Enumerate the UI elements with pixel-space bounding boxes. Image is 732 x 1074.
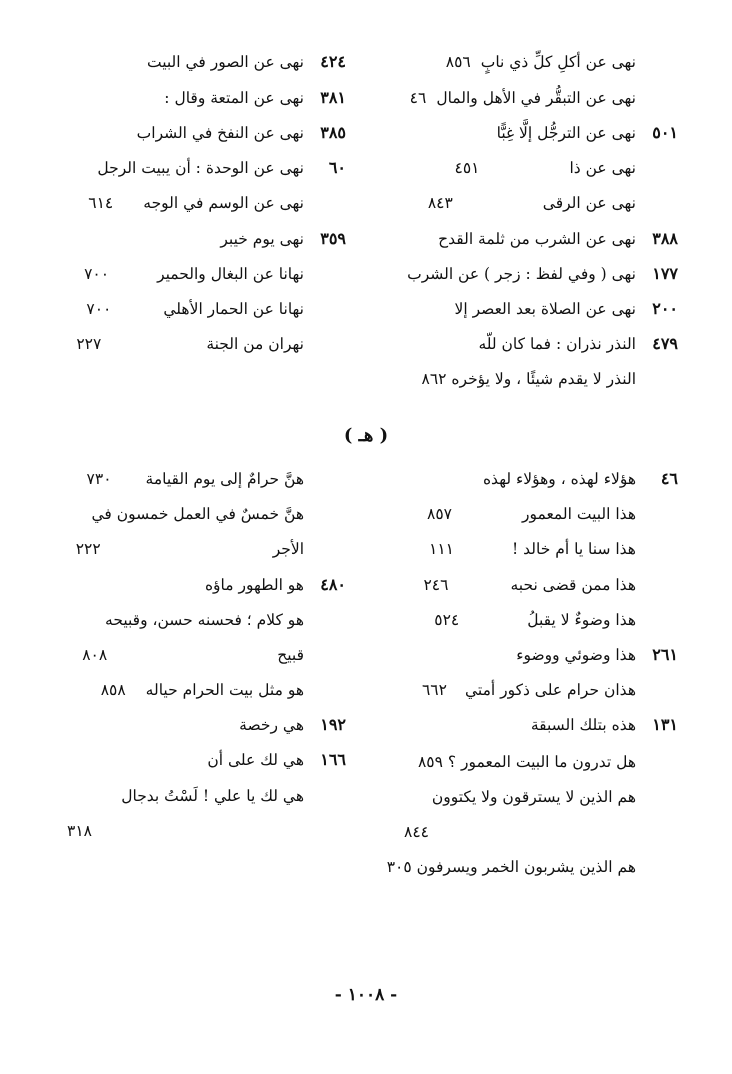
entry-page: ٧٠٠	[86, 300, 112, 318]
entry-number: ١٦٦	[320, 750, 346, 769]
entry-text: هذا ممن قضى نحبه	[510, 576, 636, 594]
index-entry	[52, 814, 342, 848]
index-entry	[52, 532, 342, 566]
entry-text: نهانا عن البغال والحمير	[157, 265, 304, 283]
entry-page: ٨٥٧	[427, 505, 452, 523]
index-entry	[389, 745, 674, 779]
entry-number: ٣٨٨	[652, 229, 678, 248]
entry-text: هم الذين لا يسترقون ولا يكتوون	[431, 788, 636, 806]
entry-number: ١٩٢	[320, 715, 346, 734]
index-entry	[389, 257, 678, 291]
entry-text: هل تدرون ما البيت المعمور ؟ ٨٥٩	[417, 753, 636, 771]
index-entry	[389, 362, 674, 396]
index-entry	[52, 638, 342, 672]
index-entry	[389, 638, 678, 672]
entry-text: نهى عن الوسم في الوجه	[143, 194, 304, 212]
entry-number: ٣٨٥	[320, 123, 346, 142]
bottom-right-column	[386, 462, 678, 882]
entry-page: ٦١٤	[88, 194, 114, 212]
entry-text: النذر لا يقدم شيئًا ، ولا يؤخره ٨٦٢	[421, 370, 636, 388]
index-entry	[389, 116, 678, 150]
index-entry	[52, 497, 342, 531]
entry-text: نهى عن المتعة وقال :	[164, 89, 304, 107]
entry-text: هي لك يا علي ! لَسْتُ بدجال	[121, 787, 304, 805]
entry-text: نهى يوم خيبر	[220, 230, 304, 248]
index-entry	[389, 222, 678, 256]
index-entry	[389, 673, 674, 707]
index-entry	[52, 186, 342, 220]
entry-page: ٧٠٠	[84, 265, 110, 283]
index-entry	[52, 257, 342, 291]
entry-text: هنَّ حرامٌ إلى يوم القيامة	[145, 470, 304, 488]
entry-number: ١٣١	[652, 715, 678, 734]
entry-text: هم الذين يشربون الخمر ويسرفون ٣٠٥	[386, 858, 636, 876]
entry-text: قبيح	[277, 646, 304, 664]
index-entry	[389, 81, 674, 115]
entry-page: ٨٥٨	[100, 681, 126, 699]
entry-text: نهى عن الوحدة : أن يبيت الرجل	[97, 159, 304, 177]
entry-text: الأجر	[272, 540, 304, 558]
entry-text: نهى عن الشرب من ثلمة القدح	[438, 230, 636, 248]
entry-page: ٨٥٦	[445, 53, 471, 71]
entry-text: نهران من الجنة	[206, 335, 304, 353]
page-number: - ١٠٠٨ -	[334, 985, 398, 1005]
entry-text: نهى عن الصلاة بعد العصر إلا	[454, 300, 636, 318]
entry-page: ١١١	[429, 540, 455, 558]
entry-page: ٢٢٢	[75, 540, 101, 558]
entry-text: نهانا عن الحمار الأهلي	[163, 300, 304, 318]
entry-page: ٦٦٢	[421, 681, 447, 699]
entry-text: هذا وضوءٌ لا يقبلُ	[527, 611, 636, 629]
index-entry	[389, 603, 674, 637]
entry-page: ٤٥١	[454, 159, 480, 177]
entry-number: ٥٠١	[652, 123, 678, 142]
entry-text: نهى عن ذا	[569, 159, 636, 177]
index-entry	[52, 327, 342, 361]
entry-text: هذا وضوئي ووضوء	[516, 646, 636, 664]
entry-page: ٢٤٦	[423, 576, 449, 594]
entry-text: نهى عن التبقُّر في الأهل والمال	[436, 89, 636, 107]
entry-page: ٤٦	[409, 89, 427, 107]
entry-number: ٢٦١	[652, 645, 678, 664]
index-entry	[389, 815, 674, 849]
index-entry	[389, 151, 674, 185]
entry-page: ٥٢٤	[434, 611, 460, 629]
entry-page: ٨٤٤	[404, 823, 429, 841]
index-entry	[389, 186, 674, 220]
entry-text: هي رخصة	[239, 716, 304, 734]
entry-text: هؤلاء لهذه ، وهؤلاء لهذه	[482, 470, 636, 488]
index-entry	[389, 45, 674, 79]
entry-text: هذان حرام على ذكور أمتي	[464, 681, 636, 699]
top-right-column	[389, 45, 678, 405]
entry-text: هنَّ خمسٌ في العمل خمسون في	[91, 505, 304, 523]
index-entry	[52, 45, 346, 79]
entry-text: هذا البيت المعمور	[522, 505, 636, 523]
index-entry	[386, 850, 674, 884]
index-entry	[52, 151, 346, 185]
index-entry	[389, 780, 674, 814]
entry-page: ٢٢٧	[76, 335, 102, 353]
index-entry	[52, 568, 346, 602]
index-entry	[389, 532, 674, 566]
entry-text: هي لك على أن	[207, 751, 304, 769]
entry-text: نهى عن الصور في البيت	[146, 53, 304, 71]
index-entry	[389, 568, 674, 602]
entry-text: نهى عن الترجُّل إلَّا غِبًّا	[496, 124, 636, 142]
entry-number: ٣٨١	[320, 88, 346, 107]
entry-text: نهى ( وفي لفظ : زجر ) عن الشرب	[407, 265, 636, 283]
bottom-left-column	[52, 462, 346, 842]
index-entry	[52, 462, 342, 496]
entry-text: نهى عن الرقى	[542, 194, 636, 212]
entry-text: هو الطهور ماؤه	[204, 576, 304, 594]
top-left-column	[52, 45, 346, 365]
entry-text: هو مثل بيت الحرام حياله	[145, 681, 304, 699]
entry-page: ٣١٨	[67, 822, 92, 840]
entry-number: ٤٧٩	[652, 334, 678, 353]
index-entry	[52, 673, 342, 707]
index-entry	[389, 292, 678, 326]
index-entry	[52, 603, 342, 637]
entry-number: ٣٥٩	[320, 229, 346, 248]
entry-number: ١٧٧	[652, 264, 678, 283]
index-entry	[52, 708, 346, 742]
index-entry	[389, 327, 678, 361]
index-entry	[52, 743, 346, 777]
entry-number: ٦٠	[328, 158, 346, 177]
index-entry	[389, 497, 674, 531]
index-entry	[52, 222, 346, 256]
entry-number: ٢٠٠	[652, 299, 678, 318]
entry-text: نهى عن أكلِ كلِّ ذي نابٍ	[480, 53, 636, 71]
entry-text: هو كلام ؛ فحسنه حسن، وقبيحه	[105, 611, 304, 629]
entry-number: ٤٢٤	[320, 52, 346, 71]
entry-text: هذا سنا يا أم خالد !	[512, 540, 636, 558]
section-heading: ( هـ )	[343, 425, 389, 446]
index-entry	[52, 116, 346, 150]
entry-text: هذه بتلك السبقة	[530, 716, 636, 734]
index-entry	[52, 292, 342, 326]
entry-text: نهى عن النفخ في الشراب	[136, 124, 304, 142]
entry-number: ٤٦	[660, 469, 678, 488]
entry-page: ٨٠٨	[82, 646, 108, 664]
index-entry	[389, 462, 678, 496]
index-entry	[52, 81, 346, 115]
entry-page: ٧٣٠	[86, 470, 112, 488]
entry-text: النذر نذران : فما كان للّه	[478, 335, 636, 353]
entry-number: ٤٨٠	[320, 575, 346, 594]
index-entry	[389, 708, 678, 742]
index-entry	[52, 779, 342, 813]
entry-page: ٨٤٣	[427, 194, 453, 212]
